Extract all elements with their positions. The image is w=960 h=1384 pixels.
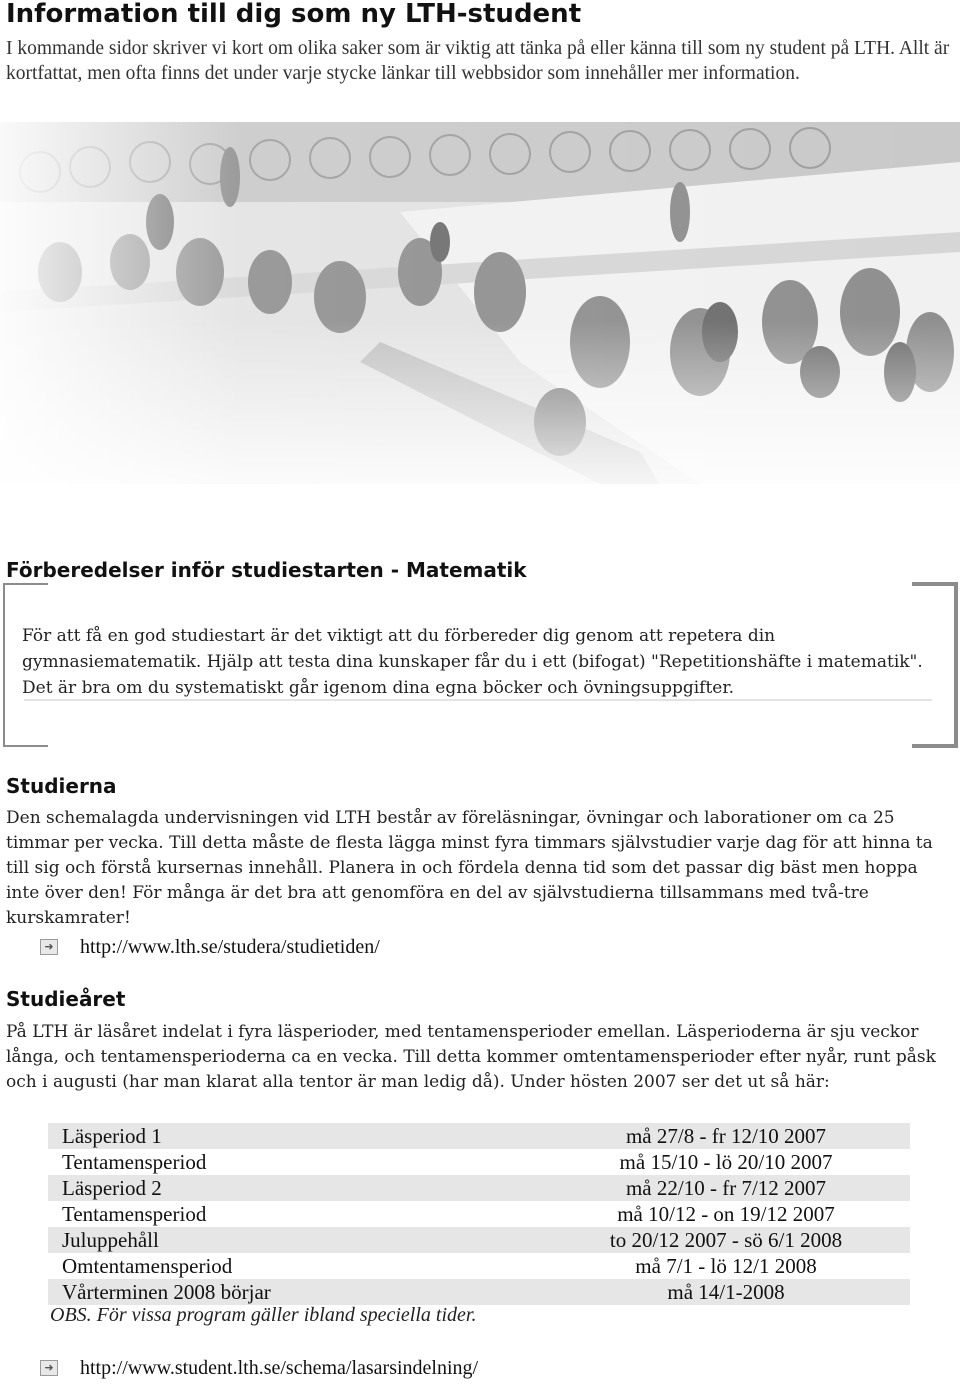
dates-cell: må 15/10 - lö 20/10 2007 bbox=[619, 1149, 833, 1174]
dates-cell: må 27/8 - fr 12/10 2007 bbox=[625, 1123, 827, 1148]
studierna-text: Den schemalagda undervisningen vid LTH består av föreläsningar, övningar och laborationer om ca 25 timmar per vecka. Till detta måste de flesta lägga minst fyra timmars självstudier varje dag för att hinna ta till sig och förstå kursernas innehåll. Planera in och fördela denna tid som det passar dig bäst men hoppa inte över den! För många är det bra att genomföra en del av självstudierna tillsammans med två-tre kurskamrater! bbox=[6, 808, 933, 928]
dates-cell: må 7/1 - lö 12/1 2008 bbox=[635, 1253, 817, 1278]
table-row bbox=[48, 1227, 910, 1253]
period-cell: Läsperiod 1 bbox=[62, 1123, 162, 1148]
section-heading-matematik: Förberedelser inför studiestarten - Matematik bbox=[6, 558, 527, 582]
lasarsindelning-link[interactable]: http://www.student.lth.se/schema/lasarsindelning/ bbox=[80, 1356, 479, 1379]
table-row bbox=[48, 1201, 910, 1227]
intro-paragraph: I kommande sidor skriver vi kort om olika saker som är viktig att tänka på eller känna till som ny student på LTH. Allt är kortfattat, men ofta finns det under varje stycke länkar till webbsidor som innehåller mer information. bbox=[6, 38, 950, 84]
period-table bbox=[48, 1123, 910, 1305]
studiearet-text: På LTH är läsåret indelat i fyra läsperioder, med tentamensperioder emellan. Läsperioderna är sju veckor långa, och tentamensperioderna ca en vecka. Till detta kommer omtentamensperioder efter nyår, runt påsk och i augusti (har man klarat alla tentor är man ledig då). Under hösten 2007 ser det ut så här: bbox=[6, 1022, 936, 1092]
table-row bbox=[48, 1279, 910, 1305]
page-title: Information till dig som ny LTH-student bbox=[6, 0, 582, 29]
arrow-right-icon: ➜ bbox=[40, 1360, 58, 1376]
studietiden-link[interactable]: http://www.lth.se/studera/studietiden/ bbox=[80, 935, 380, 958]
table-row bbox=[48, 1253, 910, 1279]
dates-cell: må 10/12 - on 19/12 2007 bbox=[617, 1201, 835, 1226]
period-cell: Omtentamensperiod bbox=[62, 1253, 233, 1278]
dates-cell: må 22/10 - fr 7/12 2007 bbox=[625, 1175, 827, 1200]
obs-note: OBS. För vissa program gäller ibland speciella tider. bbox=[50, 1304, 477, 1326]
period-cell: Tentamensperiod bbox=[62, 1149, 207, 1174]
table-row bbox=[48, 1175, 910, 1201]
section-heading-studiearet: Studieåret bbox=[6, 987, 126, 1011]
table-row bbox=[48, 1149, 910, 1175]
matematik-text: För att få en god studiestart är det viktigt att du förbereder dig genom att repetera din gymnasiematematik. Hjälp att testa dina kunskaper får du i ett (bifogat) "Repetitionshäfte i matematik". Det är bra om du systematiskt går igenom dina egna böcker och övningsuppgifter. bbox=[22, 626, 923, 698]
period-cell: Tentamensperiod bbox=[62, 1201, 207, 1226]
arrow-right-icon: ➜ bbox=[40, 939, 58, 955]
students-photo bbox=[0, 122, 960, 484]
period-cell: Vårterminen 2008 börjar bbox=[62, 1279, 271, 1304]
section-heading-studierna: Studierna bbox=[6, 774, 117, 798]
lasarsindelning-link-row[interactable] bbox=[40, 1356, 478, 1380]
studietiden-link-row[interactable] bbox=[40, 935, 380, 959]
table-row bbox=[48, 1123, 910, 1149]
period-cell: Juluppehåll bbox=[62, 1227, 159, 1252]
dates-cell: må 14/1-2008 bbox=[667, 1279, 785, 1304]
period-cell: Läsperiod 2 bbox=[62, 1175, 162, 1200]
dates-cell: to 20/12 2007 - sö 6/1 2008 bbox=[609, 1227, 843, 1252]
